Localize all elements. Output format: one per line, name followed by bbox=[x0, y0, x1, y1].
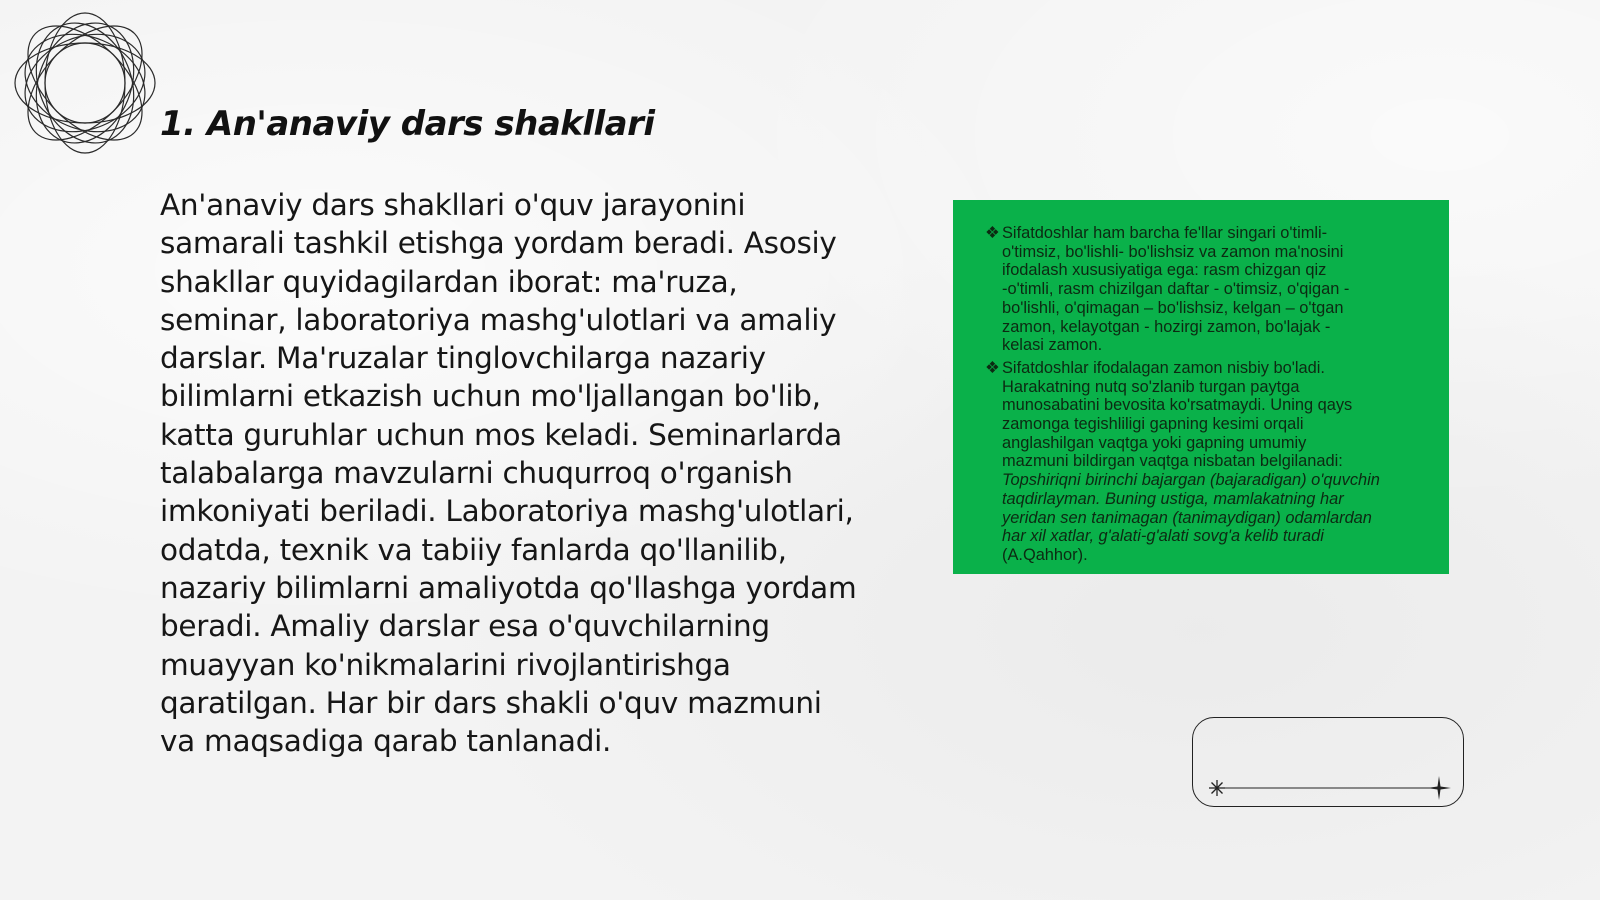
panel-line: munosabatini bevosita ko'rsatmaydi. Uning qays bbox=[1002, 396, 1353, 415]
panel-paragraph bbox=[985, 224, 1449, 355]
panel-line: anglashilgan vaqtga yoki gapning umumiy bbox=[1002, 433, 1307, 452]
slide-title: 1. An'anaviy dars shakllari bbox=[160, 104, 655, 144]
bullet-diamond-icon: ❖ bbox=[985, 358, 1000, 377]
panel-line: Sifatdoshlar ifodalagan zamon nisbiy bo'ladi. bbox=[1002, 358, 1325, 377]
line-with-stars-icon bbox=[1193, 718, 1465, 808]
panel-line: mazmuni bildirgan vaqtga nisbatan belgilanadi: bbox=[1002, 452, 1343, 471]
panel-quote-line: taqdirlayman. Buning ustiga, mamlakatning har bbox=[1002, 489, 1344, 508]
quote-image-panel bbox=[953, 200, 1449, 574]
slide-body-text: An'anaviy dars shakllari o'quv jarayonini samarali tashkil etishga yordam beradi. Asosiy shakllar quyidagilardan iborat: ma'ruza, seminar, laboratoriya mashg'ulotlari va amaliy darslar. Ma'ruzalar tinglovchilarga nazariy bilimlarni etkazish uchun mo'ljallangan bo'lib, katta guruhlar uchun mos keladi. Seminarlarda talabalarga mavzularni chuqurroq o'rganish imkoniyati beriladi. Laboratoriya mashg'ulotlari, odatda, texnik va tabiiy fanlarda qo'llanilib, nazariy bilimlarni amaliyotda qo'llashga yordam beradi. Amaliy darslar esa o'quvchilarning muayyan ko'nikmalarini rivojlantirishga qaratilgan. Har bir dars shakli o'quv mazmuni va maqsadiga qarab tanlanadi. bbox=[160, 188, 857, 759]
panel-paragraph bbox=[985, 359, 1449, 565]
panel-line: o'timsiz, bo'lishli- bo'lishsiz va zamon ma'nosini bbox=[1002, 242, 1344, 261]
panel-line: zamon, kelayotgan - hozirgi zamon, bo'lajak - bbox=[1002, 317, 1331, 336]
circle-ornament-icon bbox=[10, 8, 160, 158]
panel-line: kelasi zamon. bbox=[1002, 336, 1103, 355]
panel-line: zamonga tegishliligi gapning kesimi orqali bbox=[1002, 415, 1304, 434]
panel-quote-line: har xil xatlar, g'alati-g'alati sovg'a kelib turadi bbox=[1002, 527, 1324, 546]
panel-line: Harakatning nutq so'zlanib turgan paytga bbox=[1002, 377, 1300, 396]
panel-quote-line: yeridan sen tanimagan (tanimaydigan) odamlardan bbox=[1002, 508, 1372, 527]
panel-line: -o'timli, rasm chizilgan daftar - o'timsiz, o'qigan - bbox=[1002, 280, 1350, 299]
panel-line: ifodalash xususiyatiga ega: rasm chizgan qiz bbox=[1002, 261, 1327, 280]
starburst-icon bbox=[1209, 780, 1225, 796]
panel-source: (A.Qahhor). bbox=[1002, 545, 1088, 564]
panel-line: Sifatdoshlar ham barcha fe'llar singari o'timli- bbox=[1002, 224, 1328, 242]
bullet-diamond-icon: ❖ bbox=[985, 224, 1000, 242]
decorative-frame bbox=[1192, 717, 1464, 807]
panel-quote-line: Topshiriqni birinchi bajargan (bajaradigan) o'quvchin bbox=[1002, 471, 1380, 490]
sparkle-icon bbox=[1427, 776, 1451, 800]
panel-line: bo'lishli, o'qimagan – bo'lishsiz, kelgan – o'tgan bbox=[1002, 298, 1344, 317]
